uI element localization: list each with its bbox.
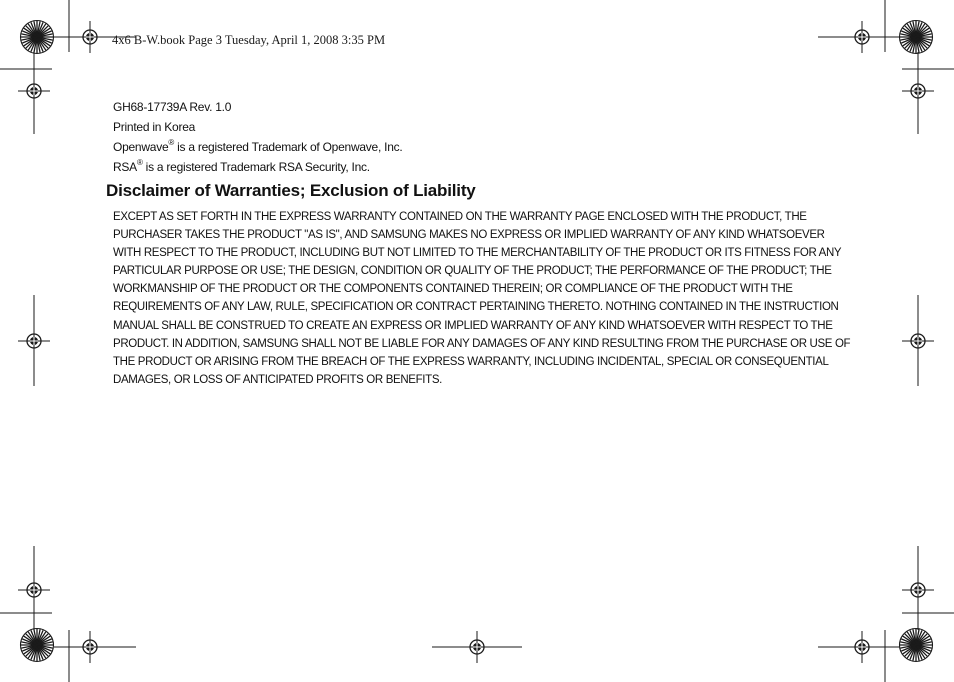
disclaimer-line: WITH RESPECT TO THE PRODUCT, INCLUDING BUT NOT LIMITED TO THE MERCHANTABILITY OF THE PRODUCT OR ITS FITNESS FOR ANY	[113, 247, 842, 260]
registration-mark-bottom-center	[461, 631, 493, 663]
registration-mark-right-upper	[902, 75, 934, 107]
registration-mark-right-middle	[902, 325, 934, 357]
disclaimer-heading: Disclaimer of Warranties; Exclusion of Liability	[106, 181, 476, 200]
star-target-bottom-left	[21, 629, 54, 662]
disclaimer-line: PURCHASER TAKES THE PRODUCT "AS IS", AND SAMSUNG MAKES NO EXPRESS OR IMPLIED WARRANTY OF ANY KIND WHATSOEVER	[113, 229, 825, 242]
registration-mark-left-lower	[18, 574, 50, 606]
disclaimer-line: PRODUCT. IN ADDITION, SAMSUNG SHALL NOT BE LIABLE FOR ANY DAMAGES OF ANY KIND RESULTING FROM THE PURCHASE OR USE OF	[113, 337, 851, 350]
disclaimer-body	[113, 208, 851, 389]
disclaimer-line: REQUIREMENTS OF ANY LAW, RULE, SPECIFICATION OR CONTRACT PERTAINING THERETO. NOTHING CONTAINED IN THE INSTRUCTION	[113, 301, 839, 314]
star-target-bottom-right	[900, 629, 933, 662]
registration-mark-top-left	[74, 21, 106, 53]
star-target-top-left	[21, 21, 54, 54]
rsa-trademark	[113, 157, 402, 177]
document-code: GH68-17739A Rev. 1.0	[113, 100, 232, 114]
registered-symbol: ®	[136, 158, 143, 167]
registration-mark-top-right	[846, 21, 878, 53]
registration-mark-left-middle	[18, 325, 50, 357]
disclaimer-line: EXCEPT AS SET FORTH IN THE EXPRESS WARRANTY CONTAINED ON THE WARRANTY PAGE ENCLOSED WITH THE PRODUCT, THE	[113, 211, 807, 223]
rsa-trademark-text: is a registered Trademark RSA Security, Inc.	[142, 160, 370, 174]
front-matter	[113, 97, 402, 177]
openwave-name: Openwave	[113, 140, 169, 154]
registered-symbol: ®	[168, 138, 175, 147]
disclaimer-line: THE PRODUCT OR ARISING FROM THE BREACH OF THE EXPRESS WARRANTY, INCLUDING INCIDENTAL, SPECIAL OR CONSEQUENTIAL	[113, 355, 829, 368]
rsa-name: RSA	[113, 160, 137, 174]
disclaimer-line: DAMAGES, OR LOSS OF ANTICIPATED PROFITS OR BENEFITS.	[113, 373, 442, 386]
openwave-trademark-text: is a registered Trademark of Openwave, Inc.	[174, 140, 403, 154]
registration-mark-left-upper	[18, 75, 50, 107]
printed-in: Printed in Korea	[113, 120, 196, 134]
registration-mark-bottom-right	[846, 631, 878, 663]
registration-mark-right-lower	[902, 574, 934, 606]
disclaimer-line: MANUAL SHALL BE CONSTRUED TO CREATE AN EXPRESS OR IMPLIED WARRANTY OF ANY KIND WHATSOEVER WITH RESPECT TO THE	[113, 319, 833, 332]
star-target-top-right	[900, 21, 933, 54]
disclaimer-line: WORKMANSHIP OF THE PRODUCT OR THE COMPONENTS CONTAINED THEREIN; OR COMPLIANCE OF THE PRODUCT WITH THE	[113, 283, 793, 296]
disclaimer-line: PARTICULAR PURPOSE OR USE; THE DESIGN, CONDITION OR QUALITY OF THE PRODUCT; THE PERFORMANCE OF THE PRODUCT; THE	[113, 265, 832, 278]
registration-mark-bottom-left	[74, 631, 106, 663]
book-slug-line: 4x6 B-W.book Page 3 Tuesday, April 1, 2008 3:35 PM	[112, 33, 386, 47]
openwave-trademark	[113, 137, 402, 157]
